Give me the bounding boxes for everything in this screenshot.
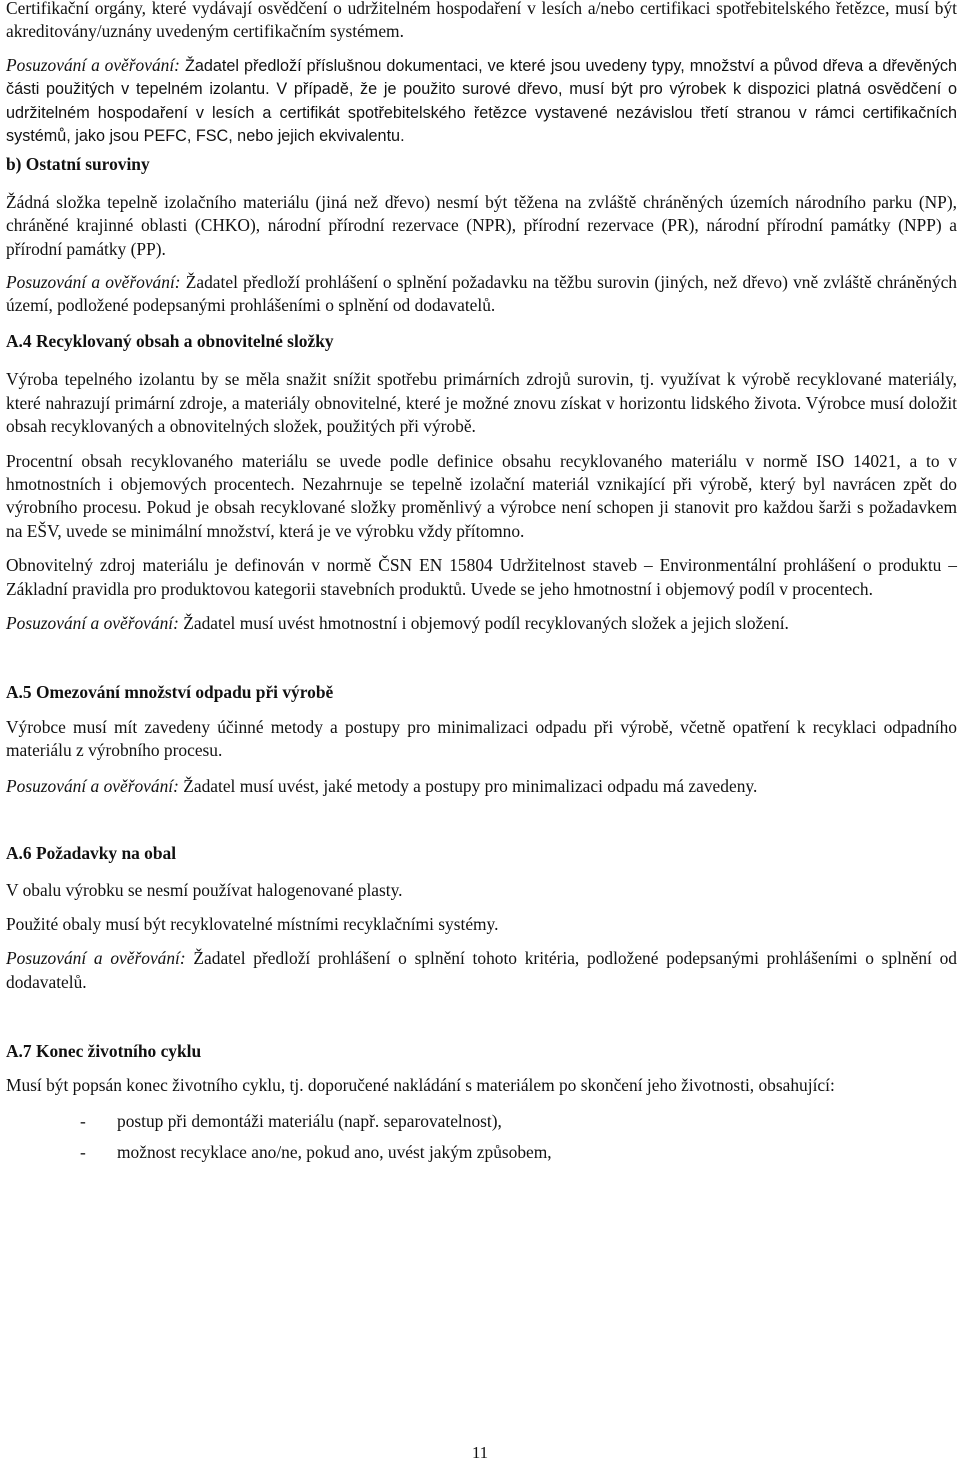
list-item-text: možnost recyklace ano/ne, pokud ano, uvést jakým způsobem, — [117, 1142, 552, 1163]
paragraph-certification: Certifikační orgány, které vydávají osvědčení o udržitelném hospodaření v lesích a/nebo certifikaci spotřebitelského řetězce, musí být akreditovány/uznány uvedeným certifikačním systémem. — [6, 0, 957, 42]
paragraph-other-materials: Žádná složka tepelně izolačního materiálu (jiná než dřevo) nesmí být těžena na zvláště chráněných územích národního parku (NP), chráněné krajinné oblasti (CHKO), národní přírodní rezervace (NPR), přírodní rezervace (PR), národní přírodní památky (NPP) a přírodní památky (PP). — [6, 191, 957, 259]
page-number: 11 — [471, 1443, 489, 1462]
paragraph-a5: Výrobce musí mít zavedeny účinné metody a postupy pro minimalizaci odpadu při výrobě, včetně opatření k recyklaci odpadního materiálu z výrobního procesu. — [6, 716, 957, 761]
list-item — [6, 1141, 957, 1164]
paragraph-a6-1: V obalu výrobku se nesmí používat halogenované plasty. — [6, 880, 403, 901]
assessment-label: Posuzování a ověřování: — [6, 948, 186, 969]
end-of-life-list — [6, 1110, 957, 1165]
dash-bullet: - — [80, 1142, 86, 1163]
assessment-label: Posuzování a ověřování: — [6, 54, 180, 75]
assessment-label: Posuzování a ověřování: — [6, 612, 179, 633]
document-page — [6, 0, 957, 1165]
paragraph-wood-assessment — [6, 54, 957, 149]
paragraph-a4-3: Obnovitelný zdroj materiálu je definován v normě ČSN EN 15804 Udržitelnost staveb – Environmentální prohlášení o produktu – Základní pravidla pro produktovou kategorii stavebních produktů. Uvede se jeho hmotnostní i objemový podíl v procentech. — [6, 555, 957, 599]
paragraph-a4-assessment — [6, 612, 957, 635]
paragraph-other-assessment — [6, 271, 957, 318]
section-heading-a5: A.5 Omezování množství odpadu při výrobě — [6, 682, 334, 703]
list-item-text: postup při demontáži materiálu (např. separovatelnost), — [117, 1110, 502, 1131]
list-item — [6, 1110, 957, 1133]
assessment-text-2: V případě, že je použito surové dřevo, musí být pro výrobek k dispozici platná osvědčení o udržitelném hospodaření v lesích a certifikát spotřebitelského řetězce vystavené nezávislou třetí stranou v rámci certifikačních systémů, jako jsou PEFC, FSC, nebo jejich ekvivalentu. — [6, 80, 958, 146]
paragraph-a6-assessment — [6, 947, 957, 994]
assessment-label: Posuzování a ověřování: — [6, 272, 181, 293]
paragraph-a4-2: Procentní obsah recyklovaného materiálu se uvede podle definice obsahu recyklovaného materiálu v normě ISO 14021, a to v hmotnostních i objemových procentech. Nezahrnuje se tepelně izolační materiál vznikající při výrobě, který byl navrácen zpět do výrobního procesu. Pokud je obsah recyklované složky proměnlivý a výrobce není schopen ji stanovit pro každou šarži s požadavkem na EŠV, uvede se minimální množství, která je ve výrobku vždy přítomno. — [6, 450, 957, 541]
assessment-label: Posuzování a ověřování: — [6, 775, 179, 796]
section-heading-a4: A.4 Recyklovaný obsah a obnovitelné složky — [6, 330, 334, 351]
assessment-text-1: Žadatel předloží příslušnou dokumentaci, ve které jsou uvedeny typy, množství a původ dřeva a dřevěných části použitých v tepelném izolantu. — [6, 56, 958, 99]
assessment-text: Žadatel předloží prohlášení o splnění tohoto kritéria, podložené podepsanými prohlášeními o splnění od dodavatelů. — [6, 948, 957, 992]
section-heading-a6: A.6 Požadavky na obal — [6, 842, 177, 863]
paragraph-a4-1: Výroba tepelného izolantu by se měla snažit snížit spotřebu primárních zdrojů surovin, tj. využívat k výrobě recyklované materiály, které nahrazují primární zdroje, a materiály obnovitelné, které je možné znovu získat v horizontu lidského života. Výrobce musí doložit obsah recyklovaných a obnovitelných složek, použitých při výrobě. — [6, 369, 957, 437]
assessment-text: Žadatel musí uvést, jaké metody a postupy pro minimalizaci odpadu má zavedeny. — [178, 775, 758, 796]
paragraph-a7: Musí být popsán konec životního cyklu, tj. doporučené nakládání s materiálem po skončení jeho životnosti, obsahující: — [6, 1075, 835, 1096]
paragraph-a5-assessment — [6, 775, 957, 798]
section-heading-a7: A.7 Konec životního cyklu — [6, 1041, 202, 1061]
assessment-text: Žadatel předloží prohlášení o splnění požadavku na těžbu surovin (jiných, než dřevo) vně zvláště chráněných území, podložené podepsanými prohlášeními o splnění od dodavatelů. — [6, 272, 957, 316]
dash-bullet: - — [80, 1110, 86, 1131]
assessment-text: Žadatel musí uvést hmotnostní i objemový podíl recyklovaných složek a jejich složení. — [178, 612, 789, 633]
paragraph-a6-2: Použité obaly musí být recyklovatelné místními recyklačními systémy. — [6, 913, 499, 934]
section-heading-other-materials: b) Ostatní suroviny — [6, 154, 150, 175]
